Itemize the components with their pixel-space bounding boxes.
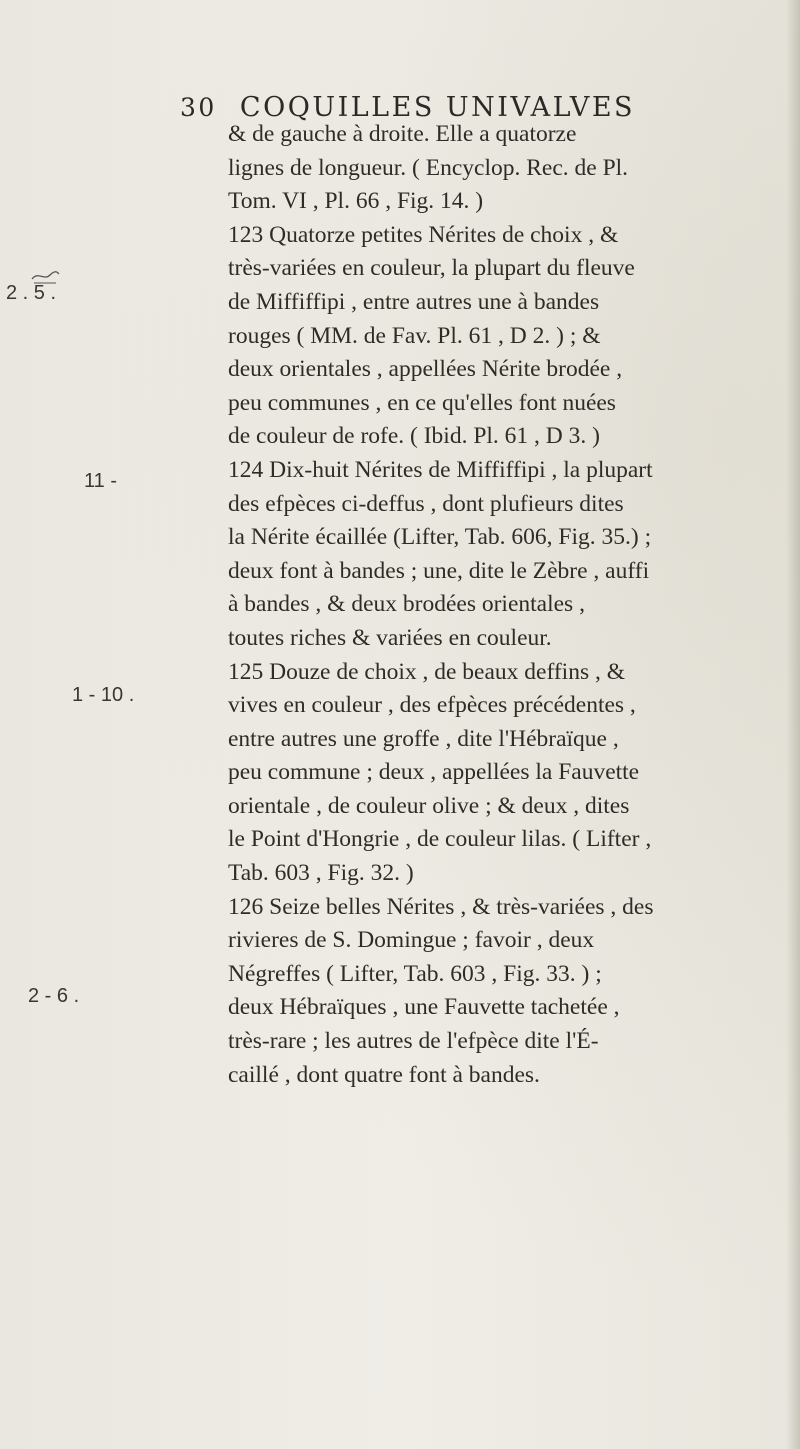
body-text [228, 118, 773, 1092]
text-line: vives en couleur , des efpèces précédentes , [228, 692, 636, 719]
text-line: 123 Quatorze petites Nérites de choix , & [228, 221, 619, 248]
text-line: de couleur de rofe. ( Ibid. Pl. 61 , D 3. ) [228, 423, 600, 450]
text-line: lignes de longueur. ( Encyclop. Rec. de Pl. [228, 154, 629, 181]
text-line: caillé , dont quatre font à bandes. [228, 1061, 540, 1088]
text-line: 125 Douze de choix , de beaux deffins , & [228, 658, 625, 685]
text-line: orientale , de couleur olive ; & deux , dites [228, 792, 630, 819]
text-line: la Nérite écaillée (Lifter, Tab. 606, Fig. 35.) ; [228, 524, 652, 551]
page-number: 30 [180, 93, 217, 122]
margin-note-3: 1 - 10 . [72, 684, 135, 706]
text-line: très-rare ; les autres de l'efpèce dite l'É- [228, 1028, 599, 1055]
text-line: & de gauche à droite. Elle a quatorze [228, 121, 577, 147]
text-line: rivieres de S. Domingue ; favoir , deux [228, 927, 595, 954]
text-line: peu communes , en ce qu'elles font nuées [228, 389, 616, 416]
text-line: à bandes , & deux brodées orientales , [228, 591, 585, 618]
margin-note-2: 11 - [84, 470, 117, 492]
text-line: le Point d'Hongrie , de couleur lilas. ( Lifter , [228, 826, 652, 853]
text-line: deux Hébraïques , une Fauvette tachetée , [228, 994, 620, 1021]
text-line: Négreffes ( Lifter, Tab. 603 , Fig. 33. ) ; [228, 960, 602, 987]
running-head-title: COQUILLES UNIVALVES [239, 92, 636, 123]
text-line: deux orientales , appellées Nérite brodée , [228, 356, 623, 383]
margin-note-4: 2 - 6 . [28, 985, 80, 1007]
page-edge-shadow [786, 0, 800, 1449]
text-line: peu commune ; deux , appellées la Fauvette [228, 759, 640, 786]
margin-note-1: 2 . 5 . [6, 282, 57, 304]
text-line: rouges ( MM. de Fav. Pl. 61 , D 2. ) ; & [228, 322, 601, 349]
text-line: entre autres une groffe , dite l'Hébraïque , [228, 725, 619, 752]
text-line: toutes riches & variées en couleur. [228, 624, 552, 651]
text-line: de Miffiffipi , entre autres une à bandes [228, 288, 600, 315]
text-line: deux font à bandes ; une, dite le Zèbre , auffi [228, 557, 650, 584]
text-line: 124 Dix-huit Nérites de Miffiffipi , la plupart [228, 456, 653, 483]
text-line: 126 Seize belles Nérites , & très-variées , des [228, 893, 654, 920]
text-line: des efpèces ci-deffus , dont plufieurs dites [228, 490, 624, 517]
text-line: très-variées en couleur, la plupart du fleuve [228, 255, 635, 282]
text-line: Tom. VI , Pl. 66 , Fig. 14. ) [228, 188, 484, 215]
text-line: Tab. 603 , Fig. 32. ) [228, 860, 414, 887]
